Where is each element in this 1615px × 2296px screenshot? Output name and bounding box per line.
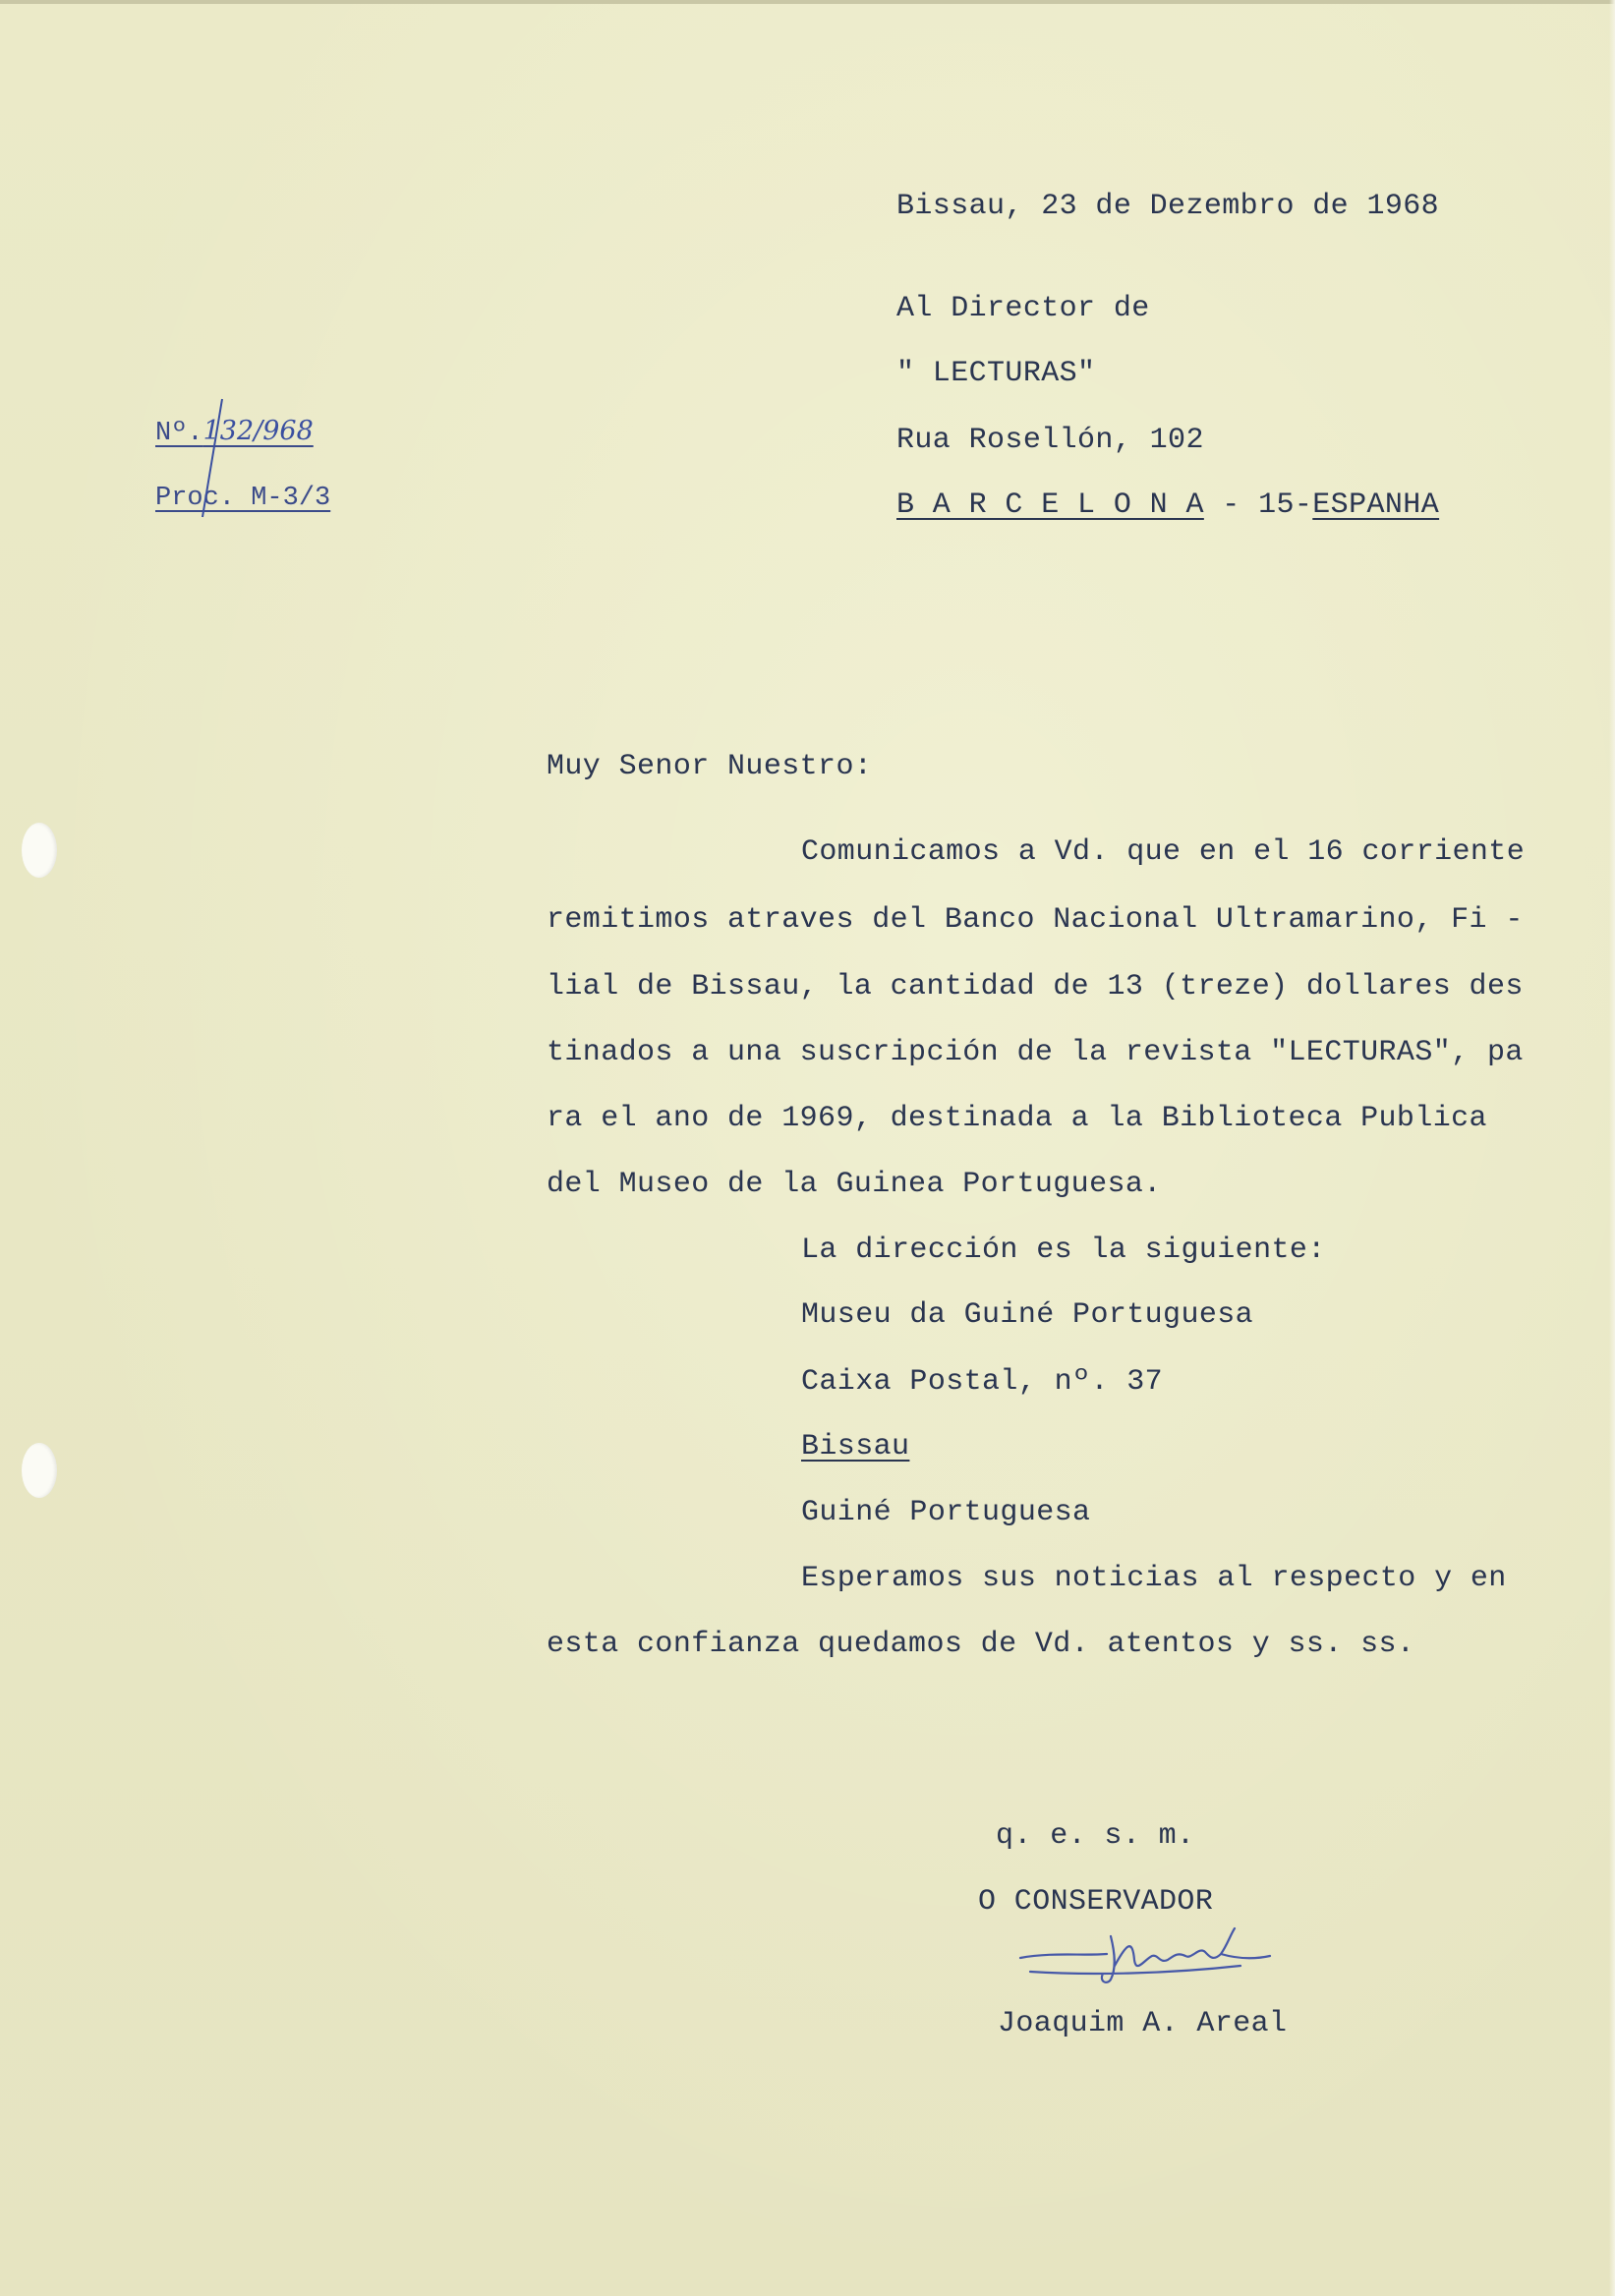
recipient-country: ESPANHA (1312, 488, 1440, 522)
recipient-line-1: Al Director de (896, 292, 1150, 325)
address-line-2: Caixa Postal, nº. 37 (801, 1365, 1164, 1399)
address-line-3: Bissau (801, 1430, 910, 1464)
recipient-line-2: " LECTURAS" (896, 357, 1096, 390)
address-line-1: Museu da Guiné Portuguesa (801, 1298, 1254, 1332)
body-line-5: ra el ano de 1969, destinada a la Biblioteca Publica (547, 1102, 1487, 1135)
reference-number-prefix: Nº. (155, 419, 203, 448)
recipient-city-line (896, 488, 1439, 523)
reference-block (155, 395, 391, 533)
punch-hole-top (22, 823, 57, 878)
salutation: Muy Senor Nuestro: (547, 750, 873, 783)
recipient-line-3: Rua Rosellón, 102 (896, 424, 1204, 457)
body-line-1: Comunicamos a Vd. que en el 16 corriente (801, 835, 1526, 869)
body-line-2: remitimos atraves del Banco Nacional Ultramarino, Fi - (547, 903, 1524, 937)
closing-line-1: Esperamos sus noticias al respecto y en (801, 1562, 1507, 1595)
paper-right-edge (1609, 0, 1615, 2296)
paper-top-edge (0, 0, 1615, 4)
handwritten-signature (1012, 1917, 1288, 1995)
body-line-4: tinados a una suscripción de la revista "LECTURAS", pa (547, 1036, 1524, 1069)
signatory-name: Joaquim A. Areal (998, 2007, 1288, 2040)
reference-slash-mark (155, 395, 391, 533)
recipient-city: B A R C E L O N A (896, 488, 1204, 522)
recipient-separator: - 15- (1203, 488, 1313, 522)
punch-hole-bottom (22, 1443, 57, 1498)
place-date: Bissau, 23 de Dezembro de 1968 (896, 190, 1440, 223)
sign-off-abbrev: q. e. s. m. (996, 1819, 1195, 1853)
sign-off-title: O CONSERVADOR (978, 1885, 1214, 1919)
reference-number-value: 132/968 (202, 416, 314, 446)
address-intro: La dirección es la siguiente: (801, 1234, 1326, 1267)
body-line-3: lial de Bissau, la cantidad de 13 (treze) dollares des (547, 970, 1524, 1004)
body-line-6: del Museo de la Guinea Portuguesa. (547, 1168, 1162, 1201)
reference-process: Proc. M-3/3 (155, 484, 331, 513)
closing-line-2: esta confianza quedamos de Vd. atentos y ss. ss. (547, 1628, 1415, 1661)
address-line-4: Guiné Portuguesa (801, 1496, 1091, 1529)
